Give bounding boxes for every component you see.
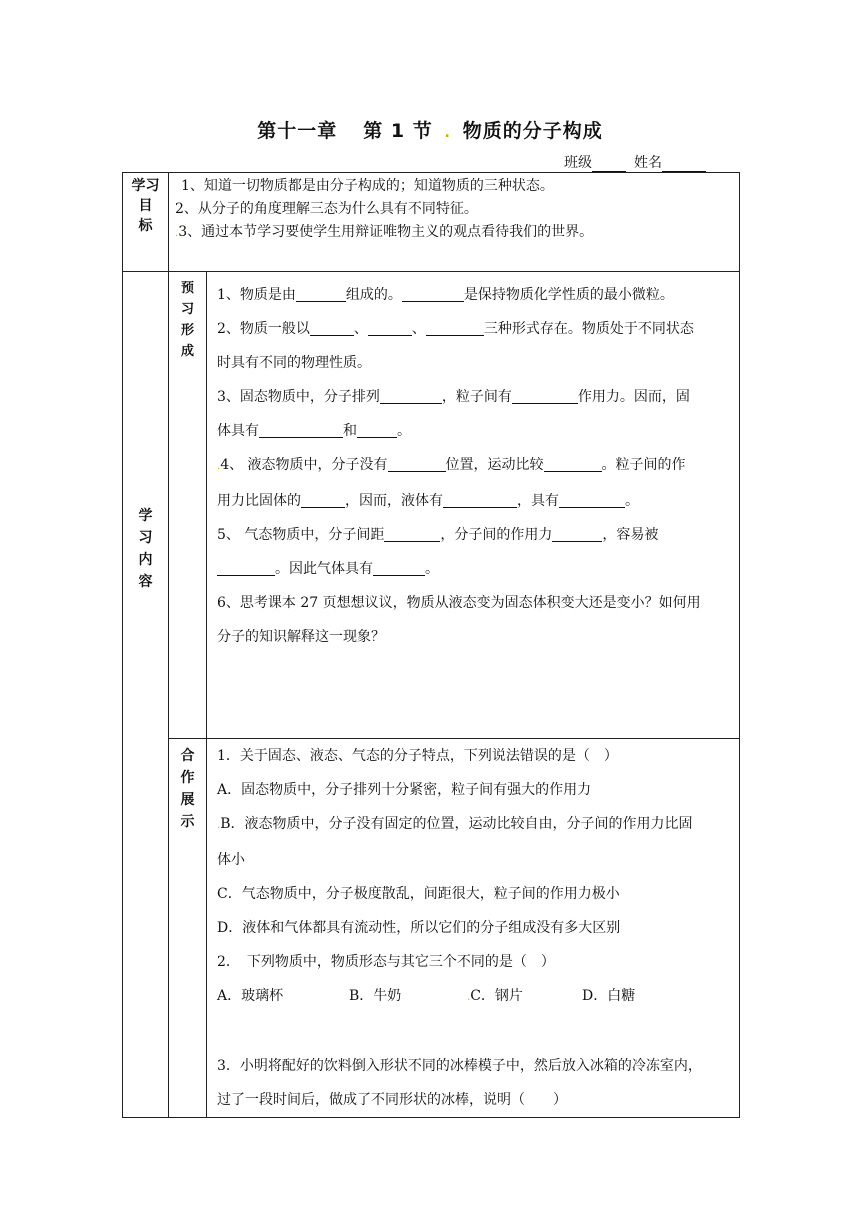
goals-header: 学习 目 标 [123, 173, 169, 272]
cooperate-row [123, 739, 740, 1118]
question-2-options [217, 979, 733, 1015]
answer-blank[interactable] [296, 285, 346, 302]
preview-q1: 1、物质是由 组成的。 是保持物质化学性质的最小微粒。 [217, 287, 674, 303]
answer-blank[interactable] [310, 319, 354, 336]
study-table [122, 172, 740, 1118]
option-a: A．固态物质中，分子排列十分紧密，粒子间有强大的作用力 [217, 782, 592, 798]
preview-q6: 6、思考课本 27 页想想议议，物质从液态变为固态体积变大还是变小？如何用 [217, 595, 701, 611]
preview-q4-cont: 用力比固体的 ，因而，液体有 ，具有 。 [217, 493, 639, 509]
preview-content [207, 272, 740, 739]
answer-blank[interactable] [357, 421, 397, 438]
preview-q3-cont: 体具有 和 。 [217, 423, 411, 439]
goal-item: 1、知道一切物质都是由分子构成的；知道物质的三种状态。 [181, 178, 554, 194]
answer-blank[interactable] [559, 491, 625, 508]
topic-label: 物质的分子构成 [462, 120, 603, 142]
content-header: 学 习 内 容 [123, 272, 169, 1118]
answer-blank[interactable] [552, 525, 602, 542]
option-b: B．牛奶 [349, 988, 402, 1004]
answer-blank[interactable] [443, 491, 517, 508]
preview-q6-cont: 分子的知识解释这一现象？ [217, 629, 385, 645]
goals-row [123, 173, 740, 272]
answer-blank[interactable] [259, 421, 343, 438]
preview-q4: .4、 液态物质中，分子没有 位置，运动比较 。粒子间的作 [217, 457, 686, 473]
answer-blank[interactable] [426, 319, 484, 336]
class-blank[interactable] [592, 157, 626, 172]
option-d: D．液体和气体都具有流动性，所以它们的分子组成没有多大区别 [217, 920, 621, 936]
answer-blank[interactable] [368, 319, 412, 336]
answer-blank[interactable] [301, 491, 345, 508]
option-b-cont: 体小 [217, 852, 245, 868]
question-1: 1．关于固态、液态、气态的分子特点，下列说法错误的是（ ） [217, 748, 618, 764]
answer-blank[interactable] [388, 455, 446, 472]
option-c: C．气态物质中，分子极度散乱，间距很大，粒子间的作用力极小 [217, 886, 620, 902]
option-d: D．白糖 [582, 988, 636, 1004]
question-3-cont: 过了一段时间后，做成了不同形状的冰棒，说明（ ） [217, 1092, 567, 1108]
answer-blank[interactable] [217, 559, 275, 576]
answer-blank[interactable] [402, 285, 464, 302]
answer-blank[interactable] [512, 387, 578, 404]
class-label: 班级 [564, 155, 592, 171]
answer-blank[interactable] [380, 387, 442, 404]
question-2: 2． 下列物质中，物质形态与其它三个不同的是（ ） [217, 954, 555, 970]
name-label: 姓名 [634, 155, 662, 171]
page-title [0, 116, 860, 143]
goal-item: 2、从分子的角度理解三态为什么具有不同特征。 [175, 201, 478, 217]
preview-q3: 3、固态物质中，分子排列 ，粒子间有 作用力。因而，固 [217, 389, 690, 405]
chapter-label: 第十一章 [257, 120, 338, 142]
section-label: 第 1 节 [363, 120, 433, 142]
answer-blank[interactable] [373, 559, 425, 576]
preview-q2: 2、物质一般以 、 、 三种形式存在。物质处于不同状态 [217, 321, 694, 337]
class-name-line [564, 152, 706, 172]
option-c: .C．钢片 [467, 988, 523, 1004]
name-blank[interactable] [662, 157, 706, 172]
option-b: .B．液态物质中，分子没有固定的位置，运动比较自由，分子间的作用力比固 [217, 816, 693, 832]
cooperate-header: 合 作 展 示 [169, 739, 207, 1118]
answer-blank[interactable] [384, 525, 440, 542]
goal-item: .3、通过本节学习要使学生用辩证唯物主义的观点看待我们的世界。 [175, 224, 594, 240]
answer-blank[interactable] [544, 455, 602, 472]
preview-row [123, 272, 740, 739]
goals-content [169, 173, 740, 272]
question-3: 3．小明将配好的饮料倒入形状不同的冰棒模子中，然后放入冰箱的冷冻室内， [217, 1058, 702, 1074]
option-a: A．玻璃杯 [217, 988, 284, 1004]
preview-header: 预 习 形 成 [169, 272, 207, 739]
preview-q5: 5、 气态物质中，分子间距 ，分子间的作用力 ，容易被 [217, 527, 659, 543]
cooperate-content [207, 739, 740, 1118]
preview-q5-cont: 。因此气体具有 。 [217, 552, 733, 586]
preview-q2-cont: 时具有不同的物理性质。 [217, 355, 371, 371]
title-dot: . [444, 125, 451, 141]
